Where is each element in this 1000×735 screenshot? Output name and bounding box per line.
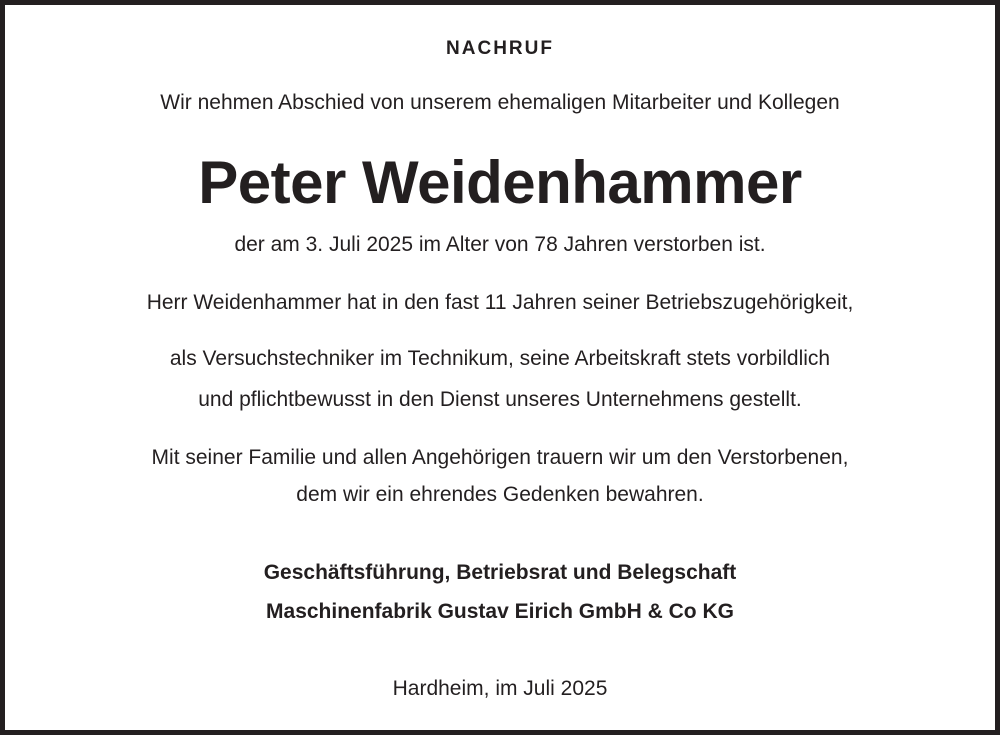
place-date: Hardheim, im Juli 2025: [392, 677, 608, 700]
body-line: als Versuchstechniker im Technikum, seine Arbeitskraft stets vorbildlich: [169, 347, 831, 370]
deceased-name: Peter Weidenhammer: [198, 149, 802, 216]
intro-text: Wir nehmen Abschied von unserem ehemaligen Mitarbeiter und Kollegen: [160, 91, 840, 114]
heading: NACHRUF: [446, 38, 554, 59]
death-line: der am 3. Juli 2025 im Alter von 78 Jahren verstorben ist.: [234, 233, 766, 256]
body-line: und pflichtbewusst in den Dienst unseres Unternehmens gestellt.: [198, 388, 802, 411]
body-line: Mit seiner Familie und allen Angehörigen trauern wir um den Verstorbenen,: [151, 446, 849, 469]
body-line: dem wir ein ehrendes Gedenken bewahren.: [296, 483, 704, 506]
signature-company: Maschinenfabrik Gustav Eirich GmbH & Co KG: [266, 600, 734, 623]
body-line: Herr Weidenhammer hat in den fast 11 Jahren seiner Betriebszugehörigkeit,: [146, 291, 854, 314]
signature-line: Geschäftsführung, Betriebsrat und Belegschaft: [263, 561, 737, 584]
